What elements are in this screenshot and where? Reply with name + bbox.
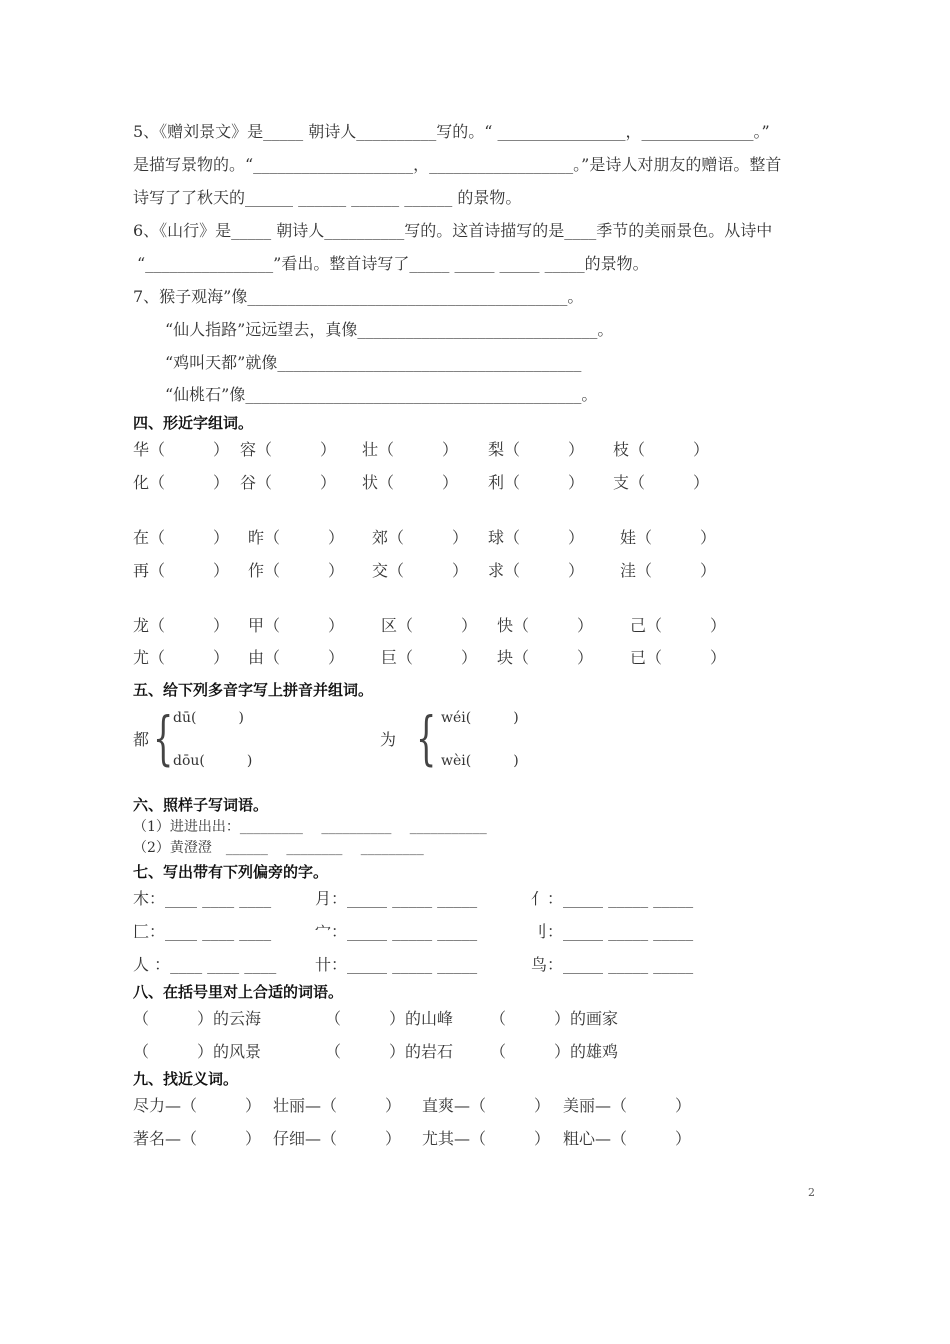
- radical-item: 鸟：_____ _____ _____: [531, 955, 694, 974]
- synonym-item: 尽力—（ ）: [133, 1096, 262, 1115]
- synonym-item: 壮丽—（ ）: [273, 1096, 402, 1115]
- section-6-title: 六、照样子写词语。: [133, 796, 269, 814]
- sec4-item: 化（ ）: [133, 473, 230, 492]
- sec4-item: 再（ ）: [133, 561, 230, 580]
- sec4-item: 求（ ）: [488, 561, 585, 580]
- pinyin-du1: dū( ): [173, 710, 244, 726]
- sec4-item: 华（ ）: [133, 440, 230, 459]
- left-brace-icon: {: [153, 704, 174, 772]
- sec4-item: 支（ ）: [613, 473, 710, 492]
- sec4-item: 枝（ ）: [613, 440, 710, 459]
- sec4-item: 梨（ ）: [488, 440, 585, 459]
- sec8-item: （ ）的岩石: [325, 1042, 454, 1061]
- sec4-item: 容（ ）: [240, 440, 337, 459]
- sec4-item: 由（ ）: [248, 648, 345, 667]
- section-5-title: 五、给下列多音字写上拼音并组词。: [133, 681, 374, 699]
- sec8-item: （ ）的山峰: [325, 1009, 454, 1028]
- radical-item: 木：____ ____ ____: [133, 889, 272, 908]
- radical-item: 月：_____ _____ _____: [315, 889, 478, 908]
- radical-item: 亻：_____ _____ _____: [531, 889, 694, 908]
- sec4-item: 昨（ ）: [248, 528, 345, 547]
- sec4-item: 郊（ ）: [372, 528, 469, 547]
- q7-line-1: 7、猴子观海”像________________________________________。: [133, 287, 584, 306]
- q6-line-2: “________________”看出。整首诗写了_____ _____ _____ _____的景物。: [137, 254, 649, 273]
- sec4-item: 利（ ）: [488, 473, 585, 492]
- radical-item: 人 ：____ ____ ____: [133, 955, 277, 974]
- sec8-item: （ ）的雄鸡: [490, 1042, 619, 1061]
- sec4-item: 尤（ ）: [133, 648, 230, 667]
- sec4-item: 壮（ ）: [362, 440, 459, 459]
- left-brace-icon: {: [416, 704, 437, 772]
- sec8-item: （ ）的画家: [490, 1009, 619, 1028]
- pinyin-wei4: wèi( ): [441, 753, 519, 769]
- sec4-item: 快（ ）: [497, 616, 594, 635]
- sec4-item: 块（ ）: [497, 648, 594, 667]
- section-7-title: 七、写出带有下列偏旁的字。: [133, 863, 329, 881]
- sec4-item: 已（ ）: [630, 648, 727, 667]
- sec4-item: 甲（ ）: [248, 616, 345, 635]
- synonym-item: 直爽—（ ）: [422, 1096, 551, 1115]
- polyphone-char-1: 都: [133, 730, 150, 749]
- sec4-item: 己（ ）: [630, 616, 727, 635]
- sec4-item: 交（ ）: [372, 561, 469, 580]
- page-number: 2: [808, 1186, 815, 1199]
- q7-line-2: “仙人指路”远远望去，真像______________________________。: [165, 320, 614, 339]
- synonym-item: 著名—（ ）: [133, 1129, 262, 1148]
- synonym-item: 尤其—（ ）: [422, 1129, 551, 1148]
- pinyin-wei2: wéi( ): [441, 710, 519, 726]
- pinyin-dou1: dōu( ): [173, 753, 253, 769]
- q5-line-2: 是描写景物的。“____________________，__________________。”是诗人对朋友的赠语。整首: [133, 155, 782, 174]
- q5-line-3: 诗写了了秋天的______ ______ ______ ______ 的景物。: [133, 188, 522, 207]
- synonym-item: 仔细—（ ）: [273, 1129, 402, 1148]
- radical-item: 宀：_____ _____ _____: [315, 922, 478, 941]
- synonym-item: 美丽—（ ）: [563, 1096, 692, 1115]
- q7-line-4: “仙桃石”像__________________________________________。: [165, 385, 598, 404]
- sec6-line-1: （1）进进出出：_________ __________ ___________: [133, 819, 487, 835]
- radical-item: 匚：____ ____ ____: [133, 922, 272, 941]
- section-9-title: 九、找近义词。: [133, 1070, 239, 1088]
- sec4-item: 在（ ）: [133, 528, 230, 547]
- sec4-item: 球（ ）: [488, 528, 585, 547]
- sec8-item: （ ）的风景: [133, 1042, 262, 1061]
- radical-item: 卄：_____ _____ _____: [315, 955, 478, 974]
- radical-item: 刂：_____ _____ _____: [531, 922, 694, 941]
- section-4-title: 四、形近字组词。: [133, 414, 254, 432]
- synonym-item: 粗心—（ ）: [563, 1129, 692, 1148]
- sec6-line-2: （2）黄澄澄 ______ ________ _________: [133, 840, 424, 856]
- polyphone-char-2: 为: [380, 730, 397, 749]
- sec4-item: 谷（ ）: [240, 473, 337, 492]
- sec4-item: 娃（ ）: [620, 528, 717, 547]
- sec4-item: 状（ ）: [362, 473, 459, 492]
- section-8-title: 八、在括号里对上合适的词语。: [133, 983, 344, 1001]
- sec4-item: 龙（ ）: [133, 616, 230, 635]
- sec4-item: 巨（ ）: [381, 648, 478, 667]
- q6-line-1: 6、《山行》是_____ 朝诗人__________写的。这首诗描写的是____季节的美丽景色。从诗中: [133, 221, 773, 240]
- sec8-item: （ ）的云海: [133, 1009, 262, 1028]
- q5-line-1: 5、《赠刘景文》是_____ 朝诗人__________写的。“ ________________，______________。”: [133, 122, 770, 141]
- sec4-item: 区（ ）: [381, 616, 478, 635]
- q7-line-3: “鸡叫天都”就像______________________________________: [165, 353, 582, 372]
- sec4-item: 洼（ ）: [620, 561, 717, 580]
- sec4-item: 作（ ）: [248, 561, 345, 580]
